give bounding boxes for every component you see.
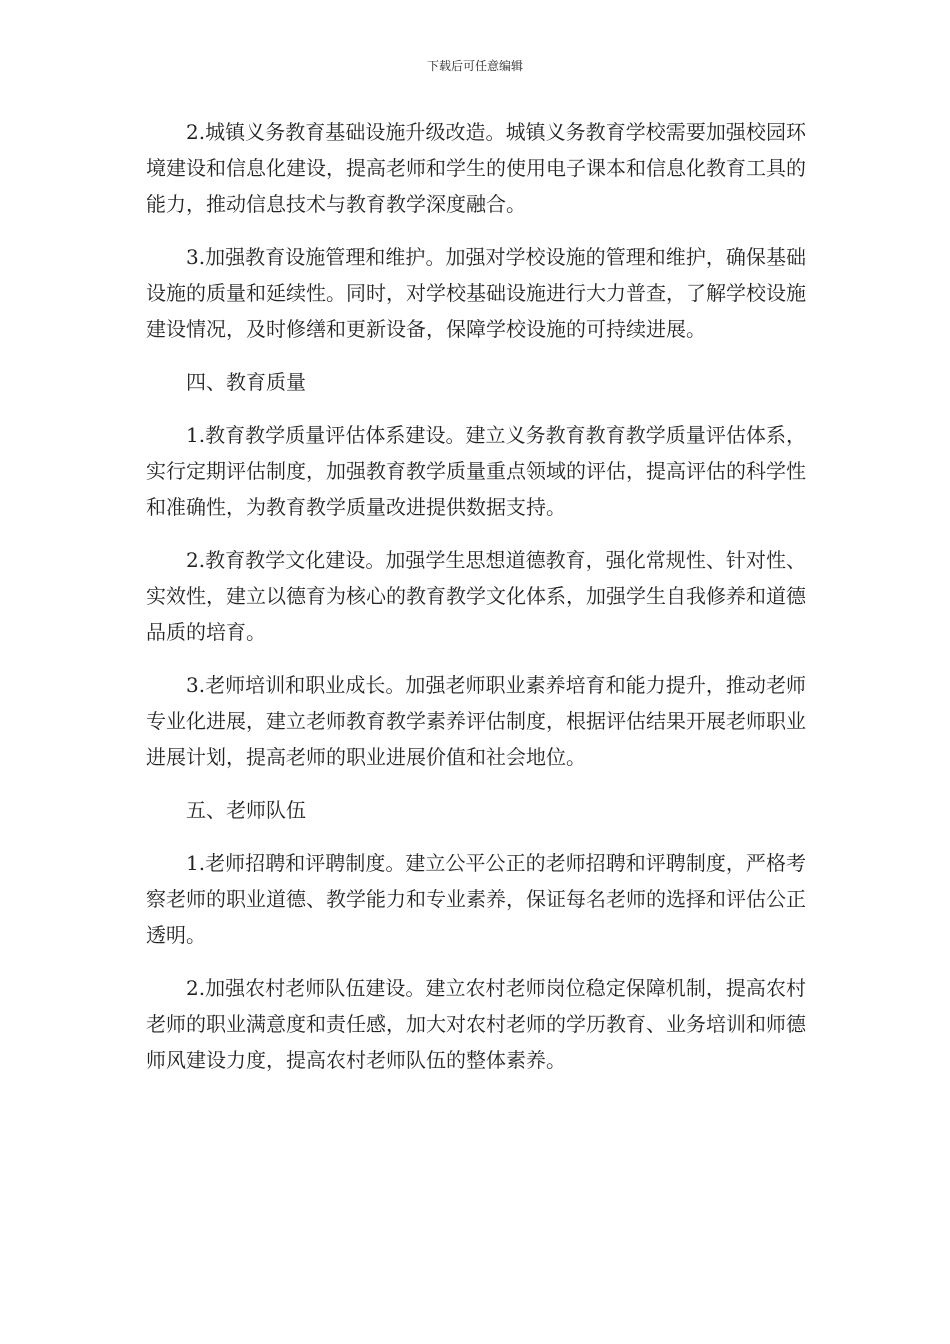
paragraph: 2.加强农村老师队伍建设。建立农村老师岗位稳定保障机制，提高农村老师的职业满意度和责任感，加大对农村老师的学历教育、业务培训和师德师风建设力度，提高农村老师队伍的整体素养。 — [146, 976, 806, 1072]
paragraph: 2.教育教学文化建设。加强学生思想道德教育，强化常规性、针对性、实效性，建立以德育为核心的教育教学文化体系，加强学生自我修养和道德品质的培育。 — [146, 548, 806, 644]
section-heading: 四、教育质量 — [186, 370, 306, 394]
paragraph: 1.老师招聘和评聘制度。建立公平公正的老师招聘和评聘制度，严格考察老师的职业道德、教学能力和专业素养，保证每名老师的选择和评估公正透明。 — [146, 851, 806, 947]
paragraph: 3.老师培训和职业成长。加强老师职业素养培育和能力提升，推动老师专业化进展，建立老师教育教学素养评估制度，根据评估结果开展老师职业进展计划，提高老师的职业进展价值和社会地位。 — [146, 673, 806, 769]
paragraph: 3.加强教育设施管理和维护。加强对学校设施的管理和维护，确保基础设施的质量和延续性。同时，对学校基础设施进行大力普查，了解学校设施建设情况，及时修缮和更新设备，保障学校设施的可持续进展。 — [146, 245, 806, 341]
paragraph: 1.教育教学质量评估体系建设。建立义务教育教育教学质量评估体系，实行定期评估制度，加强教育教学质量重点领域的评估，提高评估的科学性和准确性，为教育教学质量改进提供数据支持。 — [146, 423, 806, 519]
page-header: 下载后可任意编辑 — [426, 59, 523, 73]
section-heading: 五、老师队伍 — [186, 798, 306, 822]
paragraph: 2.城镇义务教育基础设施升级改造。城镇义务教育学校需要加强校园环境建设和信息化建设，提高老师和学生的使用电子课本和信息化教育工具的能力，推动信息技术与教育教学深度融合。 — [146, 120, 806, 216]
document-body — [146, 114, 806, 1095]
